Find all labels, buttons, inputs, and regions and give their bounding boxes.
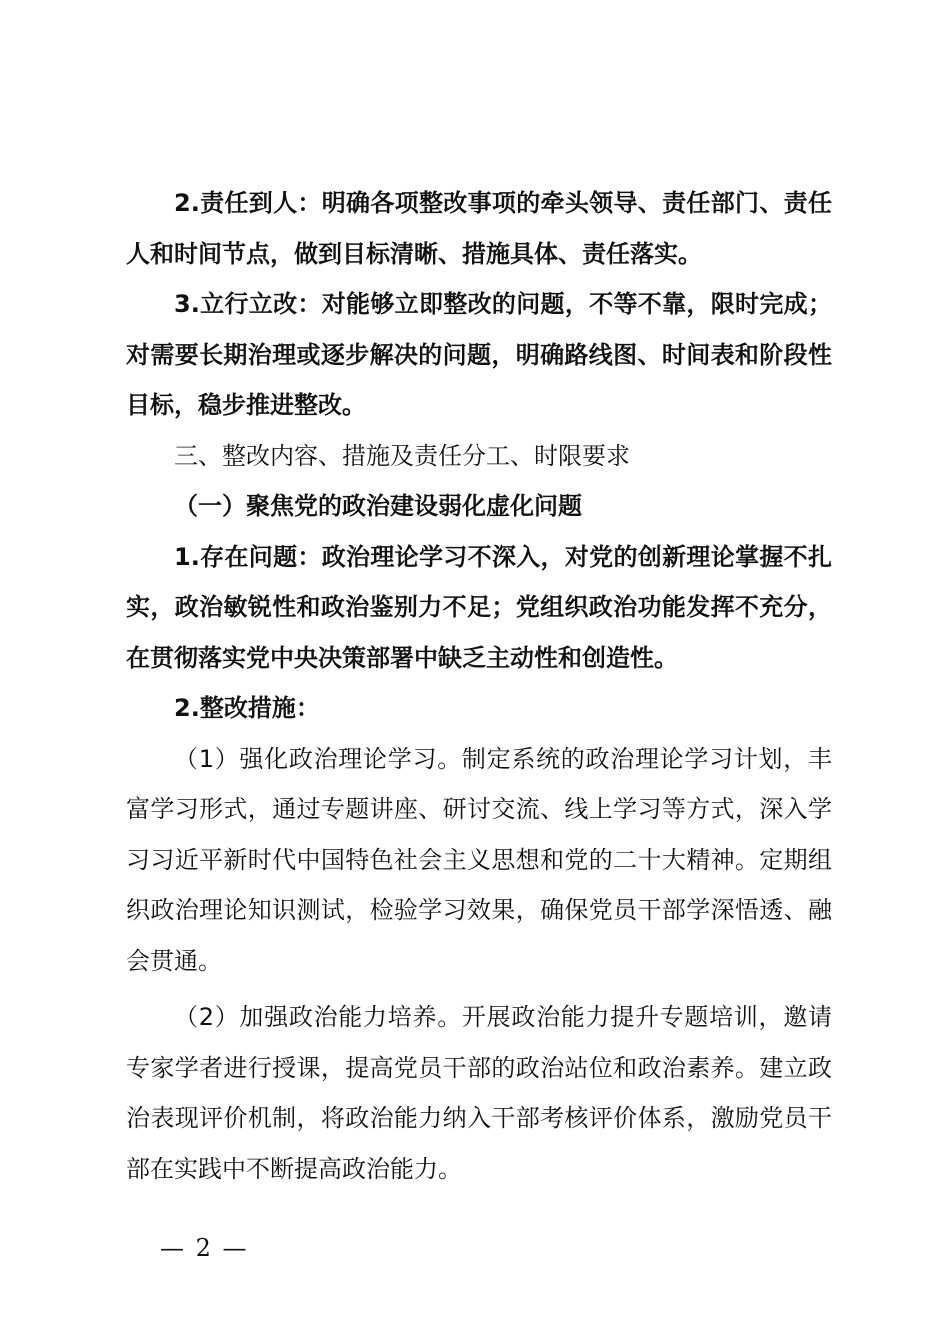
- paragraph-existing-problems: 1.存在问题：政治理论学习不深入，对党的创新理论掌握不扎实，政治敏锐性和政治鉴别力不足；党组织政治功能发挥不充分，在贯彻落实党中央决策部署中缺乏主动性和创造性。: [126, 542, 832, 672]
- section-heading-three: 三、整改内容、措施及责任分工、时限要求: [174, 441, 630, 470]
- subsection-heading-one: （一）聚焦党的政治建设弱化虚化问题: [174, 492, 582, 520]
- paragraph-measure-two: （2）加强政治能力培养。开展政治能力提升专题培训，邀请专家学者进行授课，提高党员干部的政治站位和政治素养。建立政治表现评价机制，将政治能力纳入干部考核评价体系，激励党员干部在实践中不断提高政治能力。: [126, 1003, 832, 1183]
- paragraph-measure-one: （1）强化政治理论学习。制定系统的政治理论学习计划，丰富学习形式，通过专题讲座、研讨交流、线上学习等方式，深入学习习近平新时代中国特色社会主义思想和党的二十大精神。定期组织政治理论知识测试，检验学习效果，确保党员干部学深悟透、融会贯通。: [126, 744, 832, 975]
- page-number: — 2 —: [160, 1234, 249, 1262]
- paragraph-immediate-rectification: 3.立行立改：对能够立即整改的问题，不等不靠，限时完成；对需要长期治理或逐步解决的问题，明确路线图、时间表和阶段性目标，稳步推进整改。: [126, 290, 832, 419]
- paragraph-rectification-measures: 2.整改措施：: [174, 694, 320, 722]
- document-body: [126, 178, 832, 1194]
- paragraph-responsibility: 2.责任到人：明确各项整改事项的牵头领导、责任部门、责任人和时间节点，做到目标清晰、措施具体、责任落实。: [126, 189, 832, 268]
